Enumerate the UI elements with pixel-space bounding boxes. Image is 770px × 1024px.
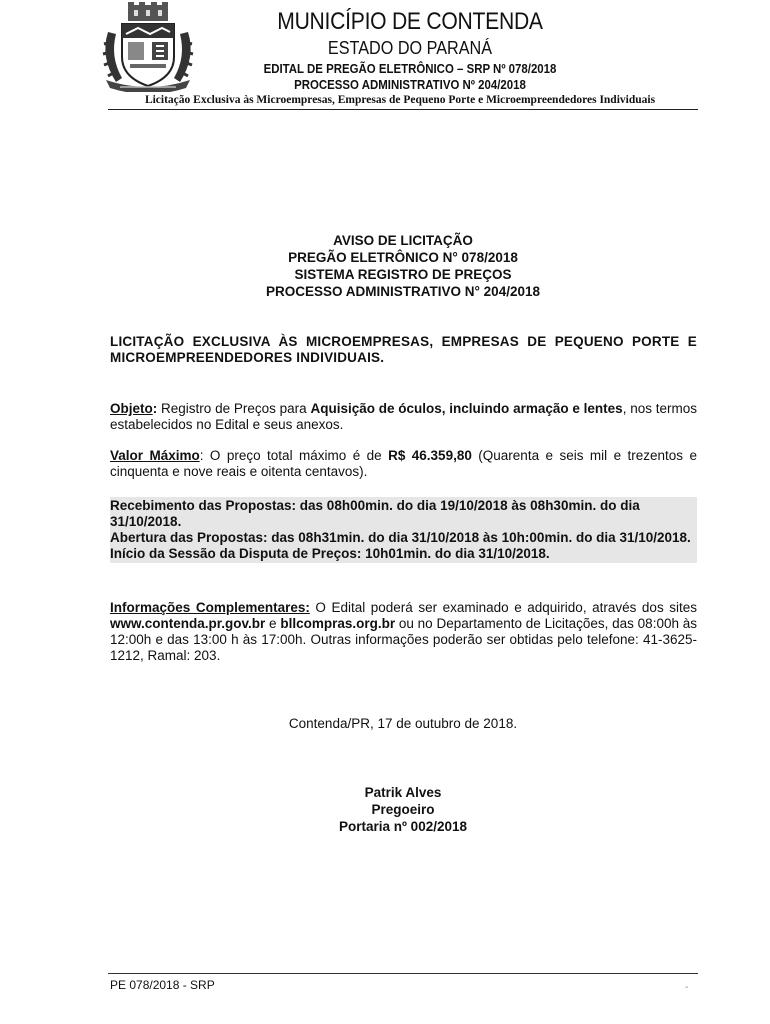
valor-paragraph (110, 448, 697, 480)
signer-portaria: Portaria nº 002/2018 (338, 819, 467, 834)
valor-label: Valor Máximo (110, 448, 200, 463)
objeto-label: Objeto (110, 401, 153, 416)
info-text-end: ou no Departamento de Licitações, das 08:00h às 12:00h e das 13:00 h às 17:00h. Outras informações poderão ser obtidas pelo telefone: 41-3625-1212, Ramal: 203. (110, 616, 697, 663)
exclusivity-statement: LICITAÇÃO EXCLUSIVA ÀS MICROEMPRESAS, EMPRESAS DE PEQUENO PORTE E MICROEMPREENDEDORES INDIVIDUAIS. (110, 334, 697, 365)
objeto-colon: : (152, 401, 158, 416)
aviso-line: PROCESSO ADMINISTRATIVO N° 204/2018 (266, 284, 540, 299)
objeto-text-end: , nos termos estabelecidos no Edital e seus anexos. (110, 401, 698, 432)
exclusive-note-header: Licitação Exclusiva às Microempresas, Empresas de Pequeno Porte e Microempreendedores Individuais (144, 94, 656, 106)
valor-amount: R$ 46.359,80 (388, 448, 472, 463)
info-paragraph (110, 600, 697, 664)
valor-text: : O preço total máximo é de (199, 448, 389, 463)
recebimento-line: Recebimento das Propostas: das 08h00min. do dia 19/10/2018 às 08h30min. do dia 31/10/2018. (110, 498, 640, 529)
municipal-crest-icon (98, 2, 198, 92)
state-subtitle: ESTADO DO PARANÁ (327, 38, 493, 58)
processo-reference: PROCESSO ADMINISTRATIVO Nº 204/2018 (294, 77, 526, 92)
edital-reference: EDITAL DE PREGÃO ELETRÔNICO – SRP Nº 078/2018 (263, 61, 557, 76)
aviso-line: PREGÃO ELETRÔNICO N° 078/2018 (288, 250, 518, 265)
footer-mark: - (685, 982, 689, 993)
objeto-paragraph (110, 401, 697, 433)
dates-block (110, 497, 697, 563)
footer-code: PE 078/2018 - SRP (110, 978, 215, 992)
info-text-and: e (265, 616, 281, 631)
valor-text-end: (Quarenta e seis mil e trezentos e cinquenta e nove reais e oitenta centavos). (110, 448, 697, 479)
footer-divider (108, 973, 698, 974)
signature-block (108, 784, 698, 835)
aviso-title-block (108, 232, 698, 300)
info-text: O Edital poderá ser examinado e adquirido, através dos sites (309, 600, 697, 615)
place-date: Contenda/PR, 17 de outubro de 2018. (288, 716, 518, 731)
signer-name: Patrik Alves (364, 785, 442, 800)
abertura-line: Abertura das Propostas: das 08h31min. do dia 31/10/2018 às 10h:00min. do dia 31/10/2018. (110, 530, 691, 545)
site-link-contenda: www.contenda.pr.gov.br (110, 616, 266, 631)
site-link-bllcompras: bllcompras.org.br (280, 616, 396, 631)
municipality-title: MUNICÍPIO DE CONTENDA (277, 8, 543, 35)
objeto-text: Registro de Preços para (157, 401, 311, 416)
aviso-line: SISTEMA REGISTRO DE PREÇOS (294, 267, 512, 282)
info-label: Informações Complementares: (110, 600, 310, 615)
inicio-sessao-line: Início da Sessão da Disputa de Preços: 10h01min. do dia 31/10/2018. (110, 546, 550, 561)
aviso-line: AVISO DE LICITAÇÃO (333, 233, 473, 248)
header-divider (108, 109, 698, 110)
signer-role: Pregoeiro (371, 802, 435, 817)
objeto-highlight: Aquisição de óculos, incluindo armação e lentes (310, 401, 623, 416)
